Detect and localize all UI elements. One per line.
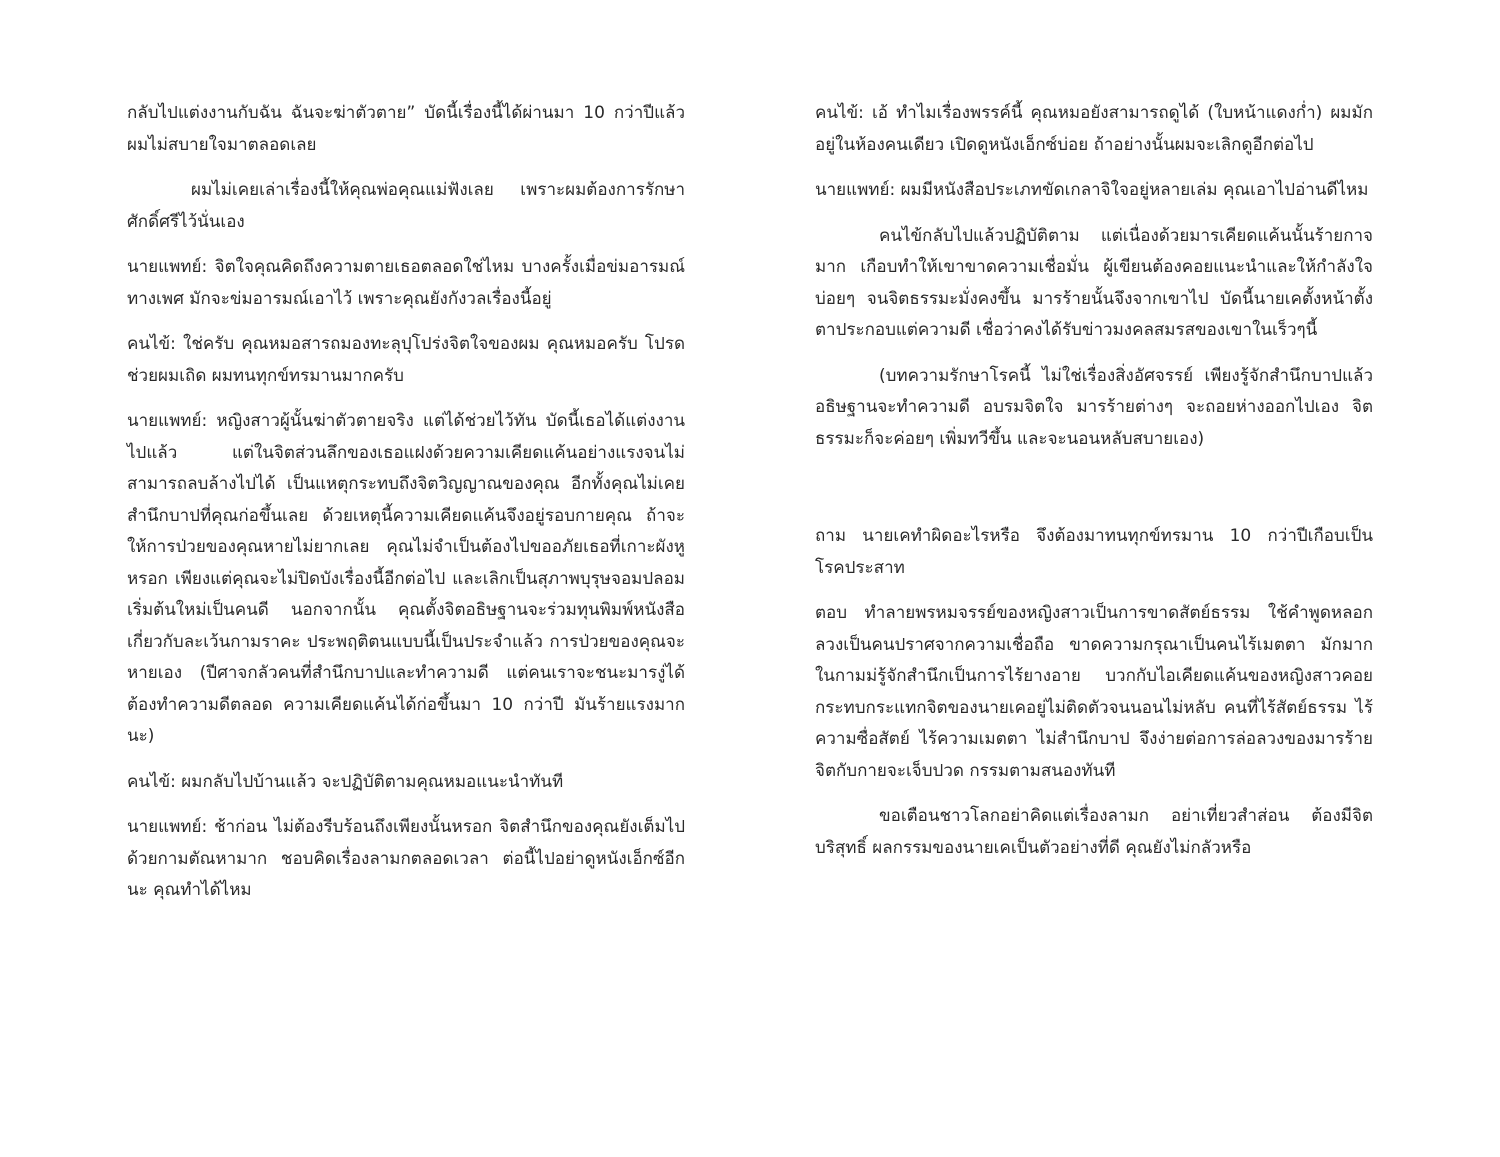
paragraph: นายแพทย์: ผมมีหนังสือประเภทขัดเกลาจิใจอยู่หลายเล่ม คุณเอาไปอ่านดีไหม: [815, 180, 1369, 200]
paragraph: คนไข้: เอ้ ทำไมเรื่องพรรค์นี้ คุณหมอยังสามารถดูได้ (ใบหน้าแดงก่ำ) ผมมักอยู่ในห้องคนเดียว เปิดดูหนังเอ็กซ์บ่อย ถ้าอย่างนั้นผมจะเลิกดูอีกต่อไป: [815, 103, 1373, 155]
paragraph: (บทความรักษาโรคนี้ ไม่ใช่เรื่องสิ่งอัศจรรย์ เพียงรู้จักสำนึกบาปแล้วอธิษฐานจะทำความดี อบรมจิตใจ มารร้ายต่างๆ จะถอยห่างออกไปเอง จิตธรรมะก็จะค่อยๆ เพิ่มทวีขึ้น และจะนอนหลับสบายเอง): [815, 365, 1373, 449]
paragraph: นายแพทย์: ช้าก่อน ไม่ต้องรีบร้อนถึงเพียงนั้นหรอก จิตสำนึกของคุณยังเต็มไปด้วยกามตัณหามาก ชอบคิดเรื่องลามกตลอดเวลา ต่อนี้ไปอย่าดูหนังเอ็กซ์อีกนะ คุณทำได้ไหม: [127, 817, 685, 900]
paragraph: นายแพทย์: จิตใจคุณคิดถึงความตายเธอตลอดใช่ไหม บางครั้งเมื่อข่มอารมณ์ทางเพศ มักจะข่มอารมณ์เอาไว้ เพราะคุณยังกังวลเรื่องนี้อยู่: [127, 257, 685, 309]
left-page: [127, 98, 685, 1157]
paragraph: คนไข้กลับไปแล้วปฏิบัติตาม แต่เนื่องด้วยมารเคียดแค้นนั้นร้ายกาจมาก เกือบทำให้เขาขาดความเชื่อมั่น ผู้เขียนต้องคอยแนะนำและให้กำลังใจบ่อยๆ จนจิตธรรมะมั่งคงขึ้น มารร้ายนั้นจึงจากเขาไป บัดนี้นายเคตั้งหน้าตั้งตาประกอบแต่ความดี เชื่อว่าคงได้รับข่าวมงคลสมรสของเขาในเร็วๆนี้: [815, 225, 1373, 340]
paragraph: กลับไปแต่งงานกับฉัน ฉันจะฆ่าตัวตาย” บัดนี้เรื่องนี้ได้ผ่านมา 10 กว่าปีแล้ว ผมไม่สบายใจมาตลอดเลย: [127, 103, 685, 155]
paragraph: ขอเตือนชาวโลกอย่าคิดแต่เรื่องลามก อย่าเที่ยวสำส่อน ต้องมีจิตบริสุทธิ์ ผลกรรมของนายเคเป็นตัวอย่างที่ดี คุณยังไม่กลัวหรือ: [815, 806, 1373, 858]
paragraph: คนไข้: ผมกลับไปบ้านแล้ว จะปฏิบัติตามคุณหมอแนะนำทันที: [127, 771, 564, 792]
paragraph: คนไข้: ใช่ครับ คุณหมอสารถมองทะลุปุโปร่งจิตใจของผม คุณหมอครับ โปรดช่วยผมเถิด ผมทนทุกข์ทรมานมากครับ: [127, 334, 685, 386]
section-gap: [815, 469, 1373, 521]
right-page: [815, 98, 1373, 1157]
paragraph: นายแพทย์: หญิงสาวผู้นั้นฆ่าตัวตายจริง แต่ได้ช่วยไว้ทัน บัดนี้เธอได้แต่งงานไปแล้ว แต่ในจิตส่วนลึกของเธอแฝงด้วยความเคียดแค้นอย่างแรงจนไม่สามารถลบล้างไปได้ เป็นแหตุกระทบถึงจิตวิญญาณของคุณ อีกทั้งคุณไม่เคยสำนึกบาปที่คุณก่อขึ้นเลย ด้วยเหตุนี้ความเคียดแค้นจึงอยู่รอบกายคุณ ถ้าจะให้การป่วยของคุณหายไม่ยากเลย คุณไม่จำเป็นต้องไปขออภัยเธอที่เกาะผังหูหรอก เพียงแต่คุณจะไม่ปิดบังเรื่องนี้อีกต่อไป และเลิกเป็นสุภาพบุรุษจอมปลอม เริ่มต้นใหม่เป็นคนดี นอกจากนั้น คุณตั้งจิตอธิษฐานจะร่วมทุนพิมพ์หนังสือเกี่ยวกับละเว้นกามราคะ ประพฤติตนแบบนี้เป็นประจำแล้ว การป่วยของคุณจะหายเอง (ปีศาจกลัวคนที่สำนึกบาปและทำความดี แต่คนเราจะชนะมารงู่ได้ ต้องทำความดีตลอด ความเคียดแค้นได้ก่อขึ้นมา 10 กว่าปี มันร้ายแรงมากนะ): [127, 411, 685, 746]
question-paragraph: ถาม นายเคทำผิดอะไรหรือ จึงต้องมาทนทุกข์ทรมาน 10 กว่าปีเกือบเป็นโรคประสาท: [815, 526, 1373, 578]
paragraph: ผมไม่เคยเล่าเรื่องนี้ให้คุณพ่อคุณแม่ฟังเลย เพราะผมต้องการรักษาศักดิ์ศรีไว้นั่นเอง: [127, 180, 685, 232]
answer-paragraph: ตอบ ทำลายพรหมจรรย์ของหญิงสาวเป็นการขาดสัตย์ธรรม ใช้คำพูดหลอกลวงเป็นคนปราศจากความเชื่อถือ ขาดความกรุณาเป็นคนไร้เมตตา มักมากในกามม่รู้จักสำนึกเป็นการไร้ยางอาย บวกกับไอเคียดแค้นของหญิงสาวคอยกระทบกระแทกจิตของนายเคอยู่ไม่ติดตัวจนนอนไม่หลับ คนที่ไร้สัตย์ธรรม ไร้ความซื่อสัตย์ ไร้ความเมตตา ไม่สำนึกบาป จึงง่ายต่อการล่อลวงของมารร้าย จิตกับกายจะเจ็บปวด กรรมตามสนองทันที: [815, 603, 1373, 781]
